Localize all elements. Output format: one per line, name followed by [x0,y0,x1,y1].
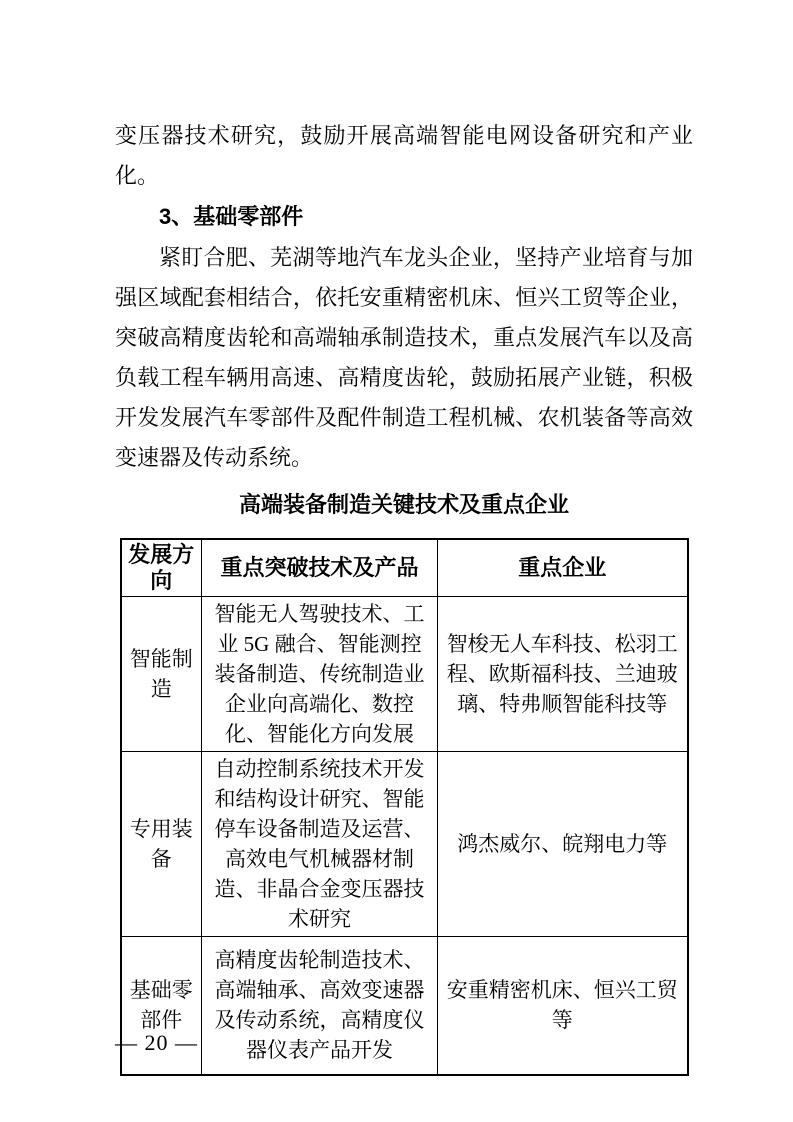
table-header-companies: 重点企业 [438,539,688,597]
page-number: — 20 — [115,1030,198,1055]
cell-tech: 高精度齿轮制造技术、高端轴承、高效变速器及传动系统，高精度仪器仪表产品开发 [202,937,438,1075]
cell-direction: 智能制造 [121,597,202,752]
table-row [121,597,688,752]
cell-tech: 自动控制系统技术开发和结构设计研究、智能停车设备制造及运营、高效电气机械器材制造、非晶合金变压器技术研究 [202,752,438,937]
cell-companies: 安重精密机床、恒兴工贸等 [438,937,688,1075]
table-row [121,937,688,1075]
key-tech-table [120,538,689,1076]
cell-companies: 智梭无人车科技、松羽工程、欧斯福科技、兰迪玻璃、特弗顺智能科技等 [438,597,688,752]
cell-tech: 智能无人驾驶技术、工业 5G 融合、智能测控装备制造、传统制造业企业向高端化、数控化、智能化方向发展 [202,597,438,752]
cell-companies: 鸿杰威尔、皖翔电力等 [438,752,688,937]
cell-direction: 专用装备 [121,752,202,937]
table-row [121,752,688,937]
table-header-direction: 发展方向 [121,539,202,597]
cell-direction: 基础零部件 [121,937,202,1075]
table-header-row [121,539,688,597]
document-content [115,116,693,1076]
table-header-tech: 重点突破技术及产品 [202,539,438,597]
paragraph-body: 紧盯合肥、芜湖等地汽车龙头企业，坚持产业培育与加强区域配套相结合，依托安重精密机床、恒兴工贸等企业，突破高精度齿轮和高端轴承制造技术，重点发展汽车以及高负载工程车辆用高速、高精度齿轮，鼓励拓展产业链，积极开发发展汽车零部件及配件制造工程机械、农机装备等高效变速器及传动系统。 [115,245,693,470]
table-title: 高端装备制造关键技术及重点企业 [238,492,569,517]
section-heading: 3、基础零部件 [159,204,304,229]
paragraph-continuation: 变压器技术研究，鼓励开展高端智能电网设备研究和产业化。 [115,123,693,188]
